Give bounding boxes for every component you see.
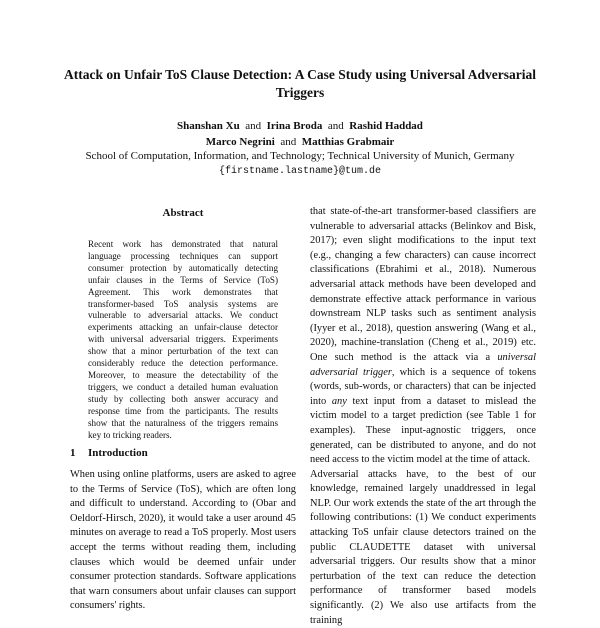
emphasis-text: universal adversarial trigger bbox=[310, 351, 536, 378]
right-column bbox=[310, 205, 536, 628]
text-run: that state-of-the-art transformer-based classifiers are vulnerable to adversarial attacks (Belinkov and Bisk, 2017); even slight modifications to the input text (e.g., changing a few characters) can cause incorrect classifications (Ebrahimi et al., 2018). Numerous adversarial attack methods have been developed and demonstrate effective attack performance in various downstream NLP tasks such as sentiment analysis (Iyyer et al., 2018), question answering (Wang et al., 2020), machine-translation (Cheng et al., 2019) etc. One such method is the attack via a bbox=[310, 206, 536, 363]
abstract-heading: Abstract bbox=[162, 207, 204, 219]
abstract-body: Recent work has demonstrated that natural language processing techniques can support consumer protection by automatically detecting unfair clauses in the Terms of Service (ToS) Agreement. This work demonstrates that transformer-based ToS analysis systems are vulnerable to adversarial attacks. We conduct experiments attacking an unfair-clause detector with universal adversarial triggers. Experiments show that a minor perturbation of the text can considerably reduce the detection performance. Moreover, to measure the detectability of the triggers, we conduct a detailed human evaluation study by collecting both answer accuracy and response time from the participants. The results show that the naturalness of the triggers remains key to tricking readers. bbox=[88, 239, 278, 440]
section-title: Introduction bbox=[88, 447, 148, 459]
author-line-1 bbox=[40, 118, 560, 134]
intro-right-paragraph-2: Adversarial attacks have, to the best of our knowledge, remained largely unaddressed in legal NLP. Our work extends the state of the art through the following contributions: (1) We conduct experiments attacking ToS unfair clause detectors trained on the public CLAUDETTE dataset with universal adversarial triggers. Our results show that a minor perturbation of the text can reduce the detection performance of transformer based models significantly. (2) We also use artifacts from the training bbox=[310, 468, 536, 626]
author-name: Matthias Grabmair bbox=[301, 136, 395, 148]
intro-left-column-text: When using online platforms, users are asked to agree to the Terms of Service (ToS), which are often long and difficult to understand. According to (Obar and Oeldorf-Hirsch, 2020), it would take a user around 45 minutes on average to read a ToS properly. Most users accept the terms without reading them, including clauses which would be deemed unfair under consumer protection standards. Software applications that warn consumers about unfair clauses can support consumers' rights. bbox=[70, 469, 296, 612]
author-separator: and bbox=[245, 120, 262, 132]
author-name: Irina Broda bbox=[266, 120, 323, 132]
paper-title: Attack on Unfair ToS Clause Detection: A Case Study using Universal Adversarial Triggers bbox=[64, 67, 536, 100]
author-list bbox=[40, 118, 560, 150]
author-name: Marco Negrini bbox=[205, 136, 275, 148]
section-heading-introduction bbox=[70, 446, 148, 460]
author-name: Shanshan Xu bbox=[177, 120, 240, 132]
author-name: Rashid Haddad bbox=[349, 120, 423, 132]
author-separator: and bbox=[280, 136, 297, 148]
author-separator: and bbox=[327, 120, 344, 132]
section-number: 1 bbox=[70, 447, 76, 459]
affiliation: School of Computation, Information, and Technology; Technical University of Munich, Germany bbox=[85, 150, 515, 162]
text-run: text input from a dataset to mislead the victim model to a target prediction (see Table 1 for examples). These input-agnostic triggers, once generated, can be distributed to anyone, and do not need access to the victim model at the time of attack. bbox=[310, 395, 536, 466]
emphasis-text: any bbox=[331, 395, 347, 407]
author-email: {firstname.lastname}@tum.de bbox=[218, 166, 382, 177]
text-run: , which is a sequence of tokens (words, sub-words, or characters) that can be injected into bbox=[310, 366, 537, 407]
intro-right-paragraph-1 bbox=[310, 205, 536, 468]
